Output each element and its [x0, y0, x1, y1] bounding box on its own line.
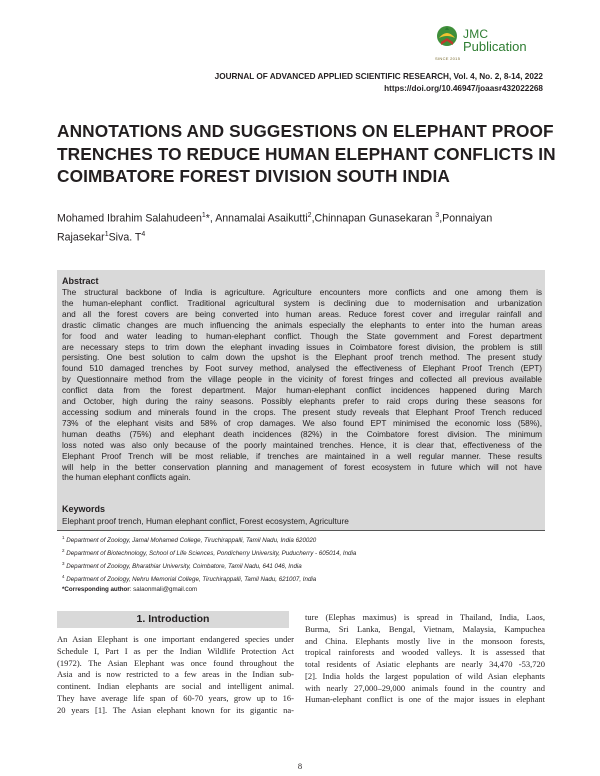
publisher-logo: [433, 22, 551, 72]
body-line: 20 years [1]. The Asian elephant known for its gigantic na-: [57, 704, 294, 715]
affiliation-text: Department of Zoology, Jamal Mohamed College, Tiruchirappalli, Tamil Nadu, India 620020: [66, 537, 317, 545]
author-name: Annamalai Asaikutti: [215, 212, 308, 225]
abstract-line: are necessary steps to trim down the elephant invading issues in Coimbatore forest division, the problem is still: [62, 341, 542, 352]
affiliation-text: Department of Zoology, Nehru Memorial College, Tiruchirappalli, Tamil Nadu, 621007, India: [66, 576, 317, 584]
body-line: Asia and is now restricted to a few areas in the Indian sub-: [57, 669, 294, 680]
author-suffix: ,: [311, 212, 315, 225]
page-number: 8: [297, 761, 303, 771]
abstract-line: for food and water leading to human-elephant conflict. Though the State government and Forest department: [62, 330, 542, 341]
body-line: continent. Indian elephants are social and intelligent animal.: [57, 681, 294, 691]
affiliation-item: [62, 533, 542, 546]
doi-link[interactable]: https://doi.org/10.46947/joaasr432022268: [384, 84, 543, 93]
affiliation-sup: 1: [62, 535, 65, 540]
author-name: Chinnapan Gunasekaran: [314, 212, 436, 225]
abstract-line: drastic climatic changes are much influencing the animals especially the elephants to enter into the human areas: [62, 319, 542, 330]
affiliation-sup: 4: [62, 574, 65, 580]
body-line: tropical rainforests and wooded valleys. It is assessed that: [305, 647, 545, 658]
abstract-line: the human elephant conflicts again.: [62, 472, 191, 483]
corresponding-email[interactable]: : salaonmali@gmail.com: [129, 586, 198, 594]
affiliation-sup: 3: [62, 561, 65, 567]
paper-title: ANNOTATIONS AND SUGGESTIONS ON ELEPHANT PROOF TRENCHES TO REDUCE HUMAN ELEPHANT CONFLICTS IN COIMBATORE FOREST DIVISION SOUTH INDIA: [57, 121, 556, 186]
affiliation-item: [62, 572, 542, 585]
abstract-line: loss noted was also only because of the poorly maintained trenches. Hence, it is clear that, effectiveness of the: [62, 439, 542, 450]
abstract-line: by Questionnaire method from the village people in the vicinity of forest fringes and collected all previous available: [62, 374, 542, 385]
body-line: Human-elephant conflict is one of the major issues in elephant: [305, 694, 545, 705]
brand-line-1: JMC: [463, 27, 489, 41]
body-line: and China. Elephants mostly live in the monsoon forests,: [305, 635, 545, 646]
author-affil-sup: 3: [435, 212, 440, 219]
abstract-line: found 510 damaged trenches by Foot survey method, analysed the effectiveness of Elephant Proof Trench (EPT): [62, 363, 542, 374]
body-line: with nearly 27,000–29,000 animals found in the country and: [305, 682, 545, 693]
author-name: Siva. T: [108, 231, 142, 244]
intro-right-column: [305, 612, 545, 706]
author-suffix: *,: [205, 212, 216, 225]
author-name: Mohamed Ibrahim Salahudeen: [57, 212, 202, 225]
body-line: Schedule I, Part I as per the Indian Wildlife Protection Act: [57, 645, 294, 656]
keywords-heading: Keywords: [62, 504, 106, 514]
body-line: ture (Elephas maximus) is spread in Thailand, India, Laos,: [305, 612, 545, 622]
abstract-line: accessing sodium and minerals found in the crops. The present study reveals that Elephant Proof Trench reduced: [62, 406, 542, 417]
author-affil-sup: 2: [307, 212, 312, 219]
author-suffix: ,: [439, 212, 443, 225]
keywords-text: Elephant proof trench, Human elephant conflict, Forest ecosystem, Agriculture: [62, 516, 349, 526]
abstract-line: The structural backbone of India is agriculture. Agriculture encounters more conflicts and one among them is: [62, 287, 542, 297]
affiliations: [62, 533, 542, 595]
journal-citation: JOURNAL OF ADVANCED APPLIED SCIENTIFIC RESEARCH, Vol. 4, No. 2, 8-14, 2022: [214, 72, 543, 81]
corresponding-author: [62, 585, 542, 595]
abstract-line: Elephant Proof Trench will be most reliable, if trenches are maintained in a well regular manner. These results: [62, 450, 542, 461]
body-line: An Asian Elephant is one important endangered species under: [57, 634, 294, 644]
affiliation-item: [62, 559, 542, 572]
author-affil-sup: 1: [104, 230, 109, 238]
body-line: They have average life span of 60-70 years, grow up to 16-: [57, 692, 294, 703]
affiliation-text: Department of Biotechnology, School of Life Sciences, Pondicherry University, Puducherry - 605014, India: [66, 550, 357, 558]
abstract-line: 73% of the elephant visits and 58% of crop damages. We also found EPT minimised the economic loss (58%),: [62, 417, 542, 428]
body-line: Burma, Sri Lanka, Bengal, Vietnam, Malaysia, Kampuchea: [305, 623, 545, 634]
affiliation-sup: 2: [62, 548, 65, 554]
author-name: Ponnaiyan Rajasekar: [57, 212, 493, 244]
abstract-line: persisting. One best solution to calm down the upshot is the Elephant proof trench method. The present study: [62, 352, 542, 363]
author-affil-sup: 1: [201, 212, 206, 219]
author-list: [57, 208, 557, 245]
abstract-line: human deaths (75%) and elephant death incidences (82%) in the Coimbatore forest division. The minimum: [62, 428, 542, 439]
brand-since: SINCE 2015: [435, 56, 461, 61]
abstract-line: the human-elephant conflict. Traditional agricultural system is declining due to modernisation and urbanization: [62, 297, 542, 308]
intro-heading: 1. Introduction: [136, 613, 210, 625]
corresponding-label: *Corresponding author: [62, 586, 130, 594]
body-line: (1972). The Asian Elephant was once found throughout the: [57, 657, 294, 668]
body-line: total residents of Asiatic elephants are nearly 34,470 -53,720: [305, 659, 545, 669]
affiliation-text: Department of Zoology, Bharathiar University, Coimbatore, Tamil Nadu, 641 046, India: [66, 563, 302, 571]
book-leaf-emblem-icon: [433, 24, 461, 52]
abstract-line: and all the forest covers are being converted into human areas. Reduce forest cover and irregular rainfall and: [62, 308, 542, 319]
author-affil-sup: 4: [141, 230, 146, 238]
abstract-body: [62, 287, 542, 483]
abstract-line: and October, high during the rainy seasons. Possibly elephants prefer to raid crops during these seasons for: [62, 396, 542, 407]
body-line: [2]. India holds the largest population of wild Asian elephants: [305, 670, 545, 681]
abstract-line: will help in the better conservation planning and management of forest ecosystem in future which will not have: [62, 461, 542, 472]
affiliation-item: [62, 546, 542, 559]
brand-line-2: Publication: [463, 39, 527, 54]
abstract-line: conflict data from the forest department. Major human-elephant conflict incidences happened during March: [62, 385, 542, 396]
intro-left-column: [57, 634, 294, 716]
abstract-heading: Abstract: [62, 276, 99, 286]
